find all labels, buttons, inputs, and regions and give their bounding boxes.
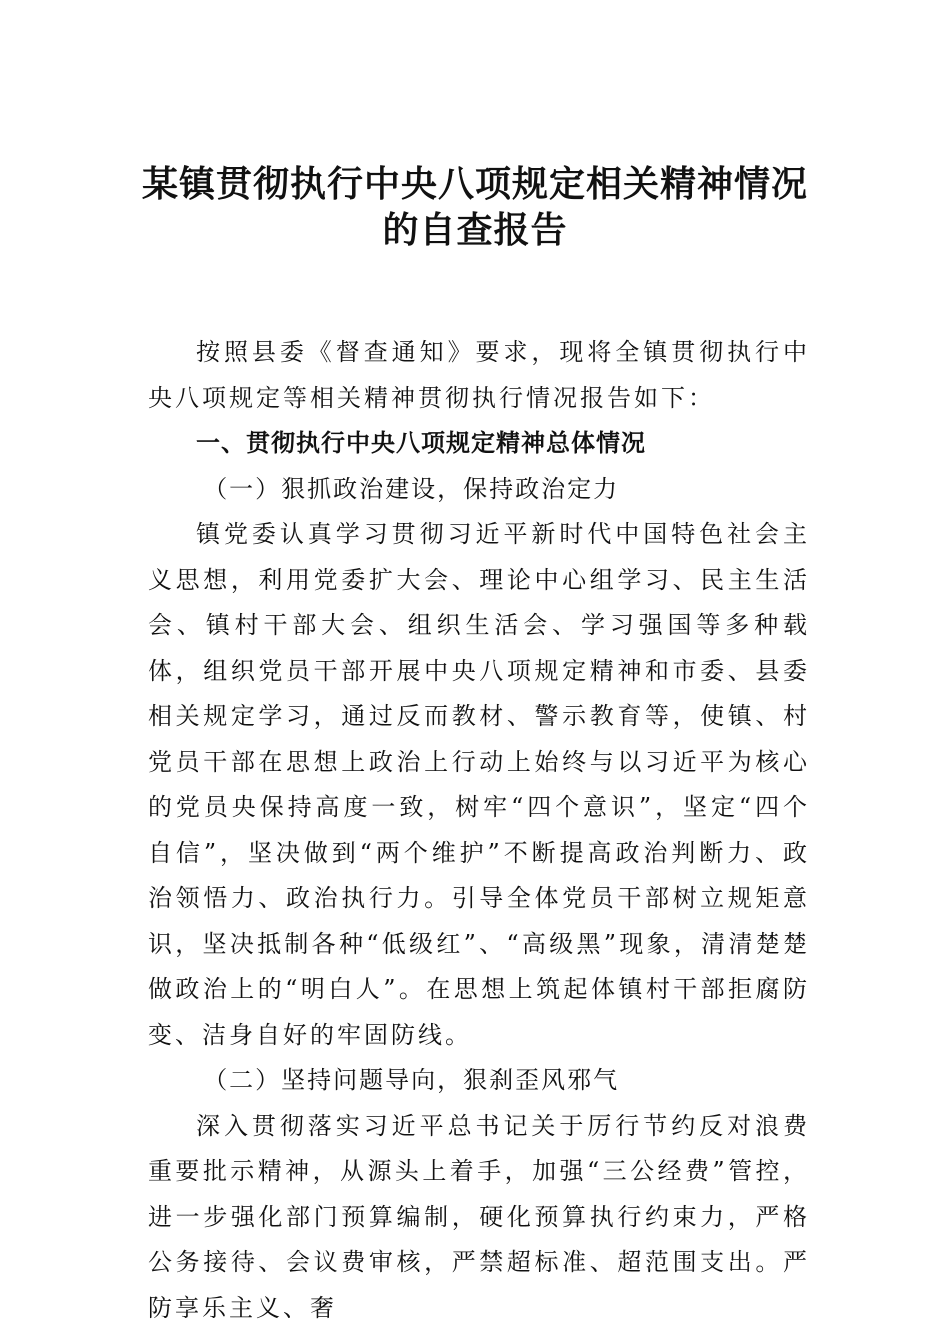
document-title-line-1: 某镇贯彻执行中央八项规定相关精神情况: [141, 163, 808, 205]
subsection-heading-1: （一）狠抓政治建设，保持政治定力: [203, 474, 620, 503]
intro-paragraph: 按照县委《督查通知》要求，现将全镇贯彻执行中央八项规定等相关精神贯彻执行情况报告如下：: [148, 338, 810, 412]
body-paragraph-2: 深入贯彻落实习近平总书记关于厉行节约反对浪费重要批示精神，从源头上着手，加强“三公经费”管控，进一步强化部门预算编制，硬化预算执行约束力，严格公务接待、会议费审核，严禁超标准、超范围支出。严防享乐主义、奢: [148, 1111, 810, 1322]
document-title-line-2: 的自查报告: [382, 209, 568, 251]
subsection-heading-2: （二）坚持问题导向，狠刹歪风邪气: [203, 1066, 620, 1094]
body-paragraph-1: 镇党委认真学习贯彻习近平新时代中国特色社会主义思想，利用党委扩大会、理论中心组学习、民主生活会、镇村干部大会、组织生活会、学习强国等多种载体，组织党员干部开展中央八项规定精神和市委、县委相关规定学习，通过反而教材、警示教育等，使镇、村党员干部在思想上政治上行动上始终与以习近平为核心的党员央保持高度一致，树牢“四个意识”，坚定“四个自信”，坚决做到“两个维护”不断提高政治判断力、政治领悟力、政治执行力。引导全体党员干部树立规矩意识，坚决抵制各种“低级红”、“高级黑”现象，清清楚楚做政治上的“明白人”。在思想上筑起体镇村干部拒腐防变、洁身自好的牢固防线。: [148, 520, 810, 1049]
document-body: [148, 330, 810, 1331]
section-heading-1: 一、贯彻执行中央八项规定精神总体情况: [196, 429, 646, 457]
